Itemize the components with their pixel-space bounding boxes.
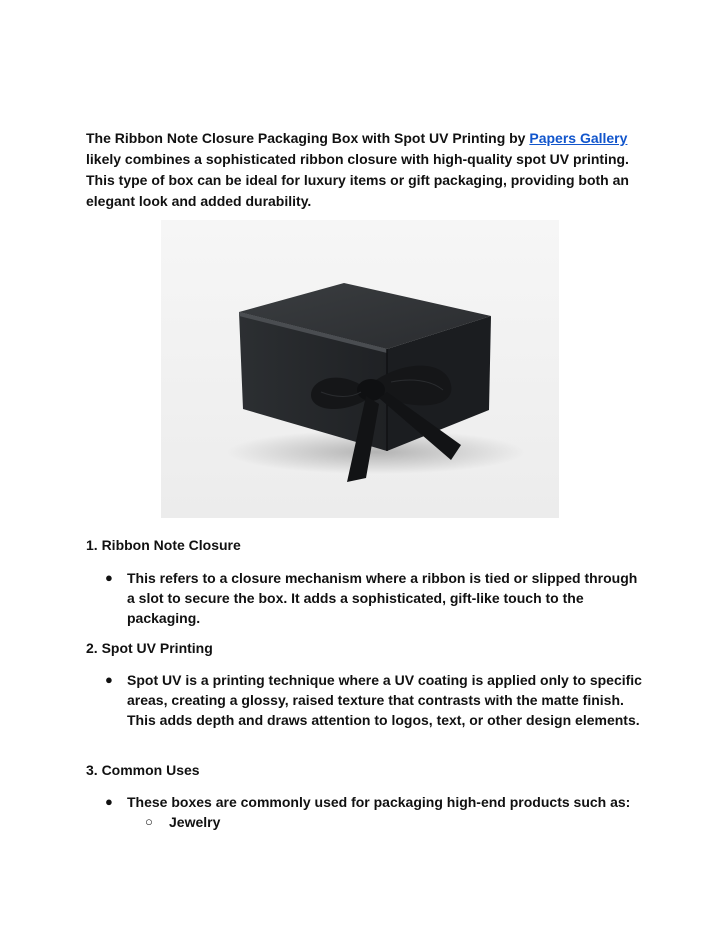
intro-paragraph [86, 128, 646, 212]
bullet-text: Spot UV is a printing technique where a UV coating is applied only to specific areas, creating a glossy, raised texture that contrasts with the matte finish. This adds depth and draws attention to logos, text, or other design elements. [127, 672, 642, 728]
intro-text-end: likely combines a sophisticated ribbon closure with high-quality spot UV printing. This type of box can be ideal for luxury items or gift packaging, providing both an elegant look and added durability. [86, 151, 629, 209]
sub-list-item [145, 812, 221, 832]
gift-box-icon [161, 220, 559, 518]
papers-gallery-link[interactable]: Papers Gallery [529, 130, 628, 146]
bullet-icon: ● [105, 794, 113, 809]
section-heading-common-uses: 3. Common Uses [86, 762, 200, 778]
list-item [105, 792, 647, 812]
bullet-icon: ● [105, 672, 113, 687]
list-item [105, 670, 647, 730]
bullet-icon: ● [105, 570, 113, 585]
bullet-text: These boxes are commonly used for packaging high-end products such as: [127, 794, 631, 810]
product-photo [161, 220, 559, 518]
intro-text-start: The Ribbon Note Closure Packaging Box with Spot UV Printing by [86, 130, 530, 146]
sub-bullet-text: Jewelry [169, 814, 221, 830]
hollow-bullet-icon: ○ [145, 814, 153, 829]
list-item [105, 568, 647, 628]
section-heading-ribbon-note-closure: 1. Ribbon Note Closure [86, 537, 241, 553]
bullet-text: This refers to a closure mechanism where a ribbon is tied or slipped through a slot to secure the box. It adds a sophisticated, gift-like touch to the packaging. [127, 570, 638, 626]
section-heading-spot-uv-printing: 2. Spot UV Printing [86, 640, 213, 656]
